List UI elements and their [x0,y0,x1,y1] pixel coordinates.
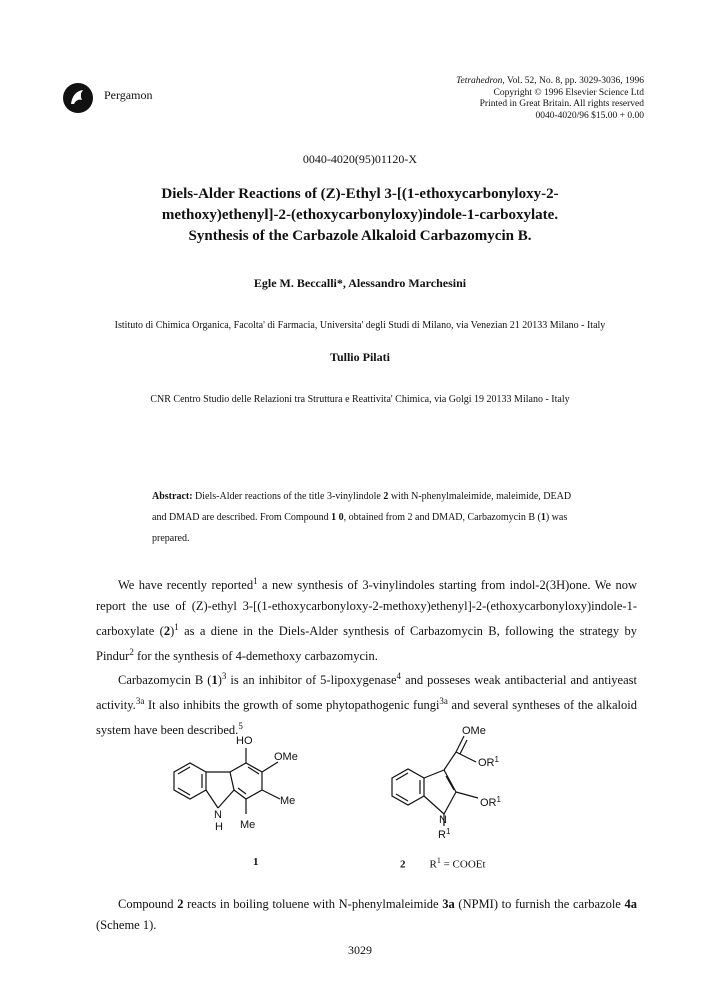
s1-n-label: N [214,809,222,821]
abstract-text: , obtained from 2 and DMAD, Carbazomycin B ( [343,512,541,523]
s2-r-text: R [438,829,446,841]
text: ) [170,624,175,639]
journal-citation [344,76,644,88]
citation-ref: 3 [221,671,227,681]
title-line-1: Diels-Alder Reactions of (Z)-Ethyl 3-[(1-ethoxycarbonyloxy-2- [161,186,559,202]
affiliation-1: Istituto di Chimica Organica, Facolta' di Farmacia, Universita' degli Studi di Milano, via Venezian 21 20133 Milano - Italy [114,320,606,331]
abstract-text: with N-phenylmaleimide, maleimide, DEAD and DMAD are described. From Compound [152,491,572,523]
text: (Scheme 1). [96,918,157,932]
citation-ref: 3a [135,696,145,707]
journal-name: Tetrahedron, [456,76,505,86]
text: It also inhibits the growth of some phytopathogenic fungi [144,698,440,713]
s2-or-top-sup: 1 [494,755,499,764]
compound-ref: 2 [177,897,184,911]
text: (NPMI) to furnish the carbazole [454,897,625,911]
page-number: 3029 [348,943,372,957]
journal-info [344,76,644,122]
structure-1-carbazomycin-b [174,748,280,814]
publisher-name: Pergamon [104,88,153,102]
r-definition-rest: = COOEt [440,858,486,871]
compound-ref: 2 [383,491,389,502]
text: and several syntheses of the alkaloid system have been described. [96,698,637,738]
r-definition-sup: 1 [436,856,441,865]
citation-ref: 5 [238,721,243,732]
printed-line: Printed in Great Britain. All rights reserved [479,99,644,109]
text: is an inhibitor of 5-lipoxygenase [226,673,397,688]
text: a new synthesis of 3-vinylindoles starting from indol-2(3H)one. We now report the use of (Z)-ethyl 3-[(1-ethoxycarbonyloxy-2-methoxy)ethenyl]-2-(ethoxycarbonyloxy)indole-1-carboxylate ( [96,578,637,639]
structure-2-vinylindole [392,736,478,826]
compound-ref: 2 [163,624,171,639]
journal-volume: Vol. 52, No. 8, pp. 3029-3036, 1996 [504,76,644,86]
abstract-text: Diels-Alder reactions of the title 3-vinylindole [192,491,384,502]
text: reacts in boiling toluene with N-phenylmaleimide [183,897,443,911]
pergamon-logo [62,82,94,114]
citation-ref: 4 [396,671,402,681]
author-2: Tullio Pilati [330,350,390,364]
text: and posseses weak antibacterial and antiyeast activity. [96,673,637,713]
s2-or-bottom-text: OR [480,797,497,809]
s2-or-top-label [478,755,500,769]
title-line-2: methoxy)ethenyl]-2-(ethoxycarbonyloxy)indole-1-carboxylate. [161,207,559,223]
abstract [152,486,578,549]
article-title [0,184,720,247]
article-doi: 0040-4020(95)01120-X [302,152,418,166]
s1-me-ring-label: Me [280,795,296,807]
compound-ref: 1 [211,673,218,688]
text: We have recently reported [118,578,254,593]
s2-or-top-text: OR [478,757,495,769]
s1-me-bottom-label: Me [240,819,256,831]
s2-ome-label: OMe [462,726,486,737]
s2-or-bottom-sup: 1 [496,795,501,804]
s1-h-label: H [215,821,223,833]
paragraph-3 [96,894,637,936]
s2-n-label: N [439,814,447,826]
s1-ome-label: OMe [274,751,298,763]
r-definition: R [429,858,437,871]
structure-2-label-line [400,856,486,871]
compound-ref: 1 0 [331,512,344,523]
citation-ref: 3a [439,696,448,707]
copyright-line: Copyright © 1996 Elsevier Science Ltd [493,87,644,98]
abstract-text: ) was prepared. [152,512,568,544]
title-line-3: Synthesis of the Carbazole Alkaloid Carbazomycin B. [188,228,532,244]
abstract-label: Abstract: [152,491,193,502]
compound-ref: 4a [624,897,637,911]
compound-ref: 3a [442,897,455,911]
text: ) [217,673,222,688]
citation-ref: 1 [174,622,179,633]
citation-ref: 1 [253,576,258,586]
paragraph-1 [96,571,637,667]
s2-r-sup: 1 [445,827,451,836]
compound-ref: 1 [540,512,546,523]
s1-ho-label: HO [236,735,253,747]
text: for the synthesis of 4-demethoxy carbazomycin. [133,649,378,664]
text: Compound [118,897,178,911]
chemical-structures [160,726,580,876]
issn-price-line: 0040-4020/96 $15.00 + 0.00 [535,110,644,121]
authors: Egle M. Beccalli*, Alessandro Marchesini [253,276,467,290]
structure-1-label: 1 [253,856,259,868]
text: as a diene in the Diels-Alder synthesis of Carbazomycin B, following the strategy by Pindur [96,624,637,664]
citation-ref: 2 [129,647,134,658]
affiliation-2: CNR Centro Studio delle Relazioni tra Struttura e Reattivita' Chimica, via Golgi 19 20133 Milano - Italy [150,394,570,405]
text: Carbazomycin B ( [118,673,212,688]
s2-r-label [438,827,451,841]
structure-2-label: 2 [400,858,406,871]
s2-or-bottom-label [480,795,502,809]
